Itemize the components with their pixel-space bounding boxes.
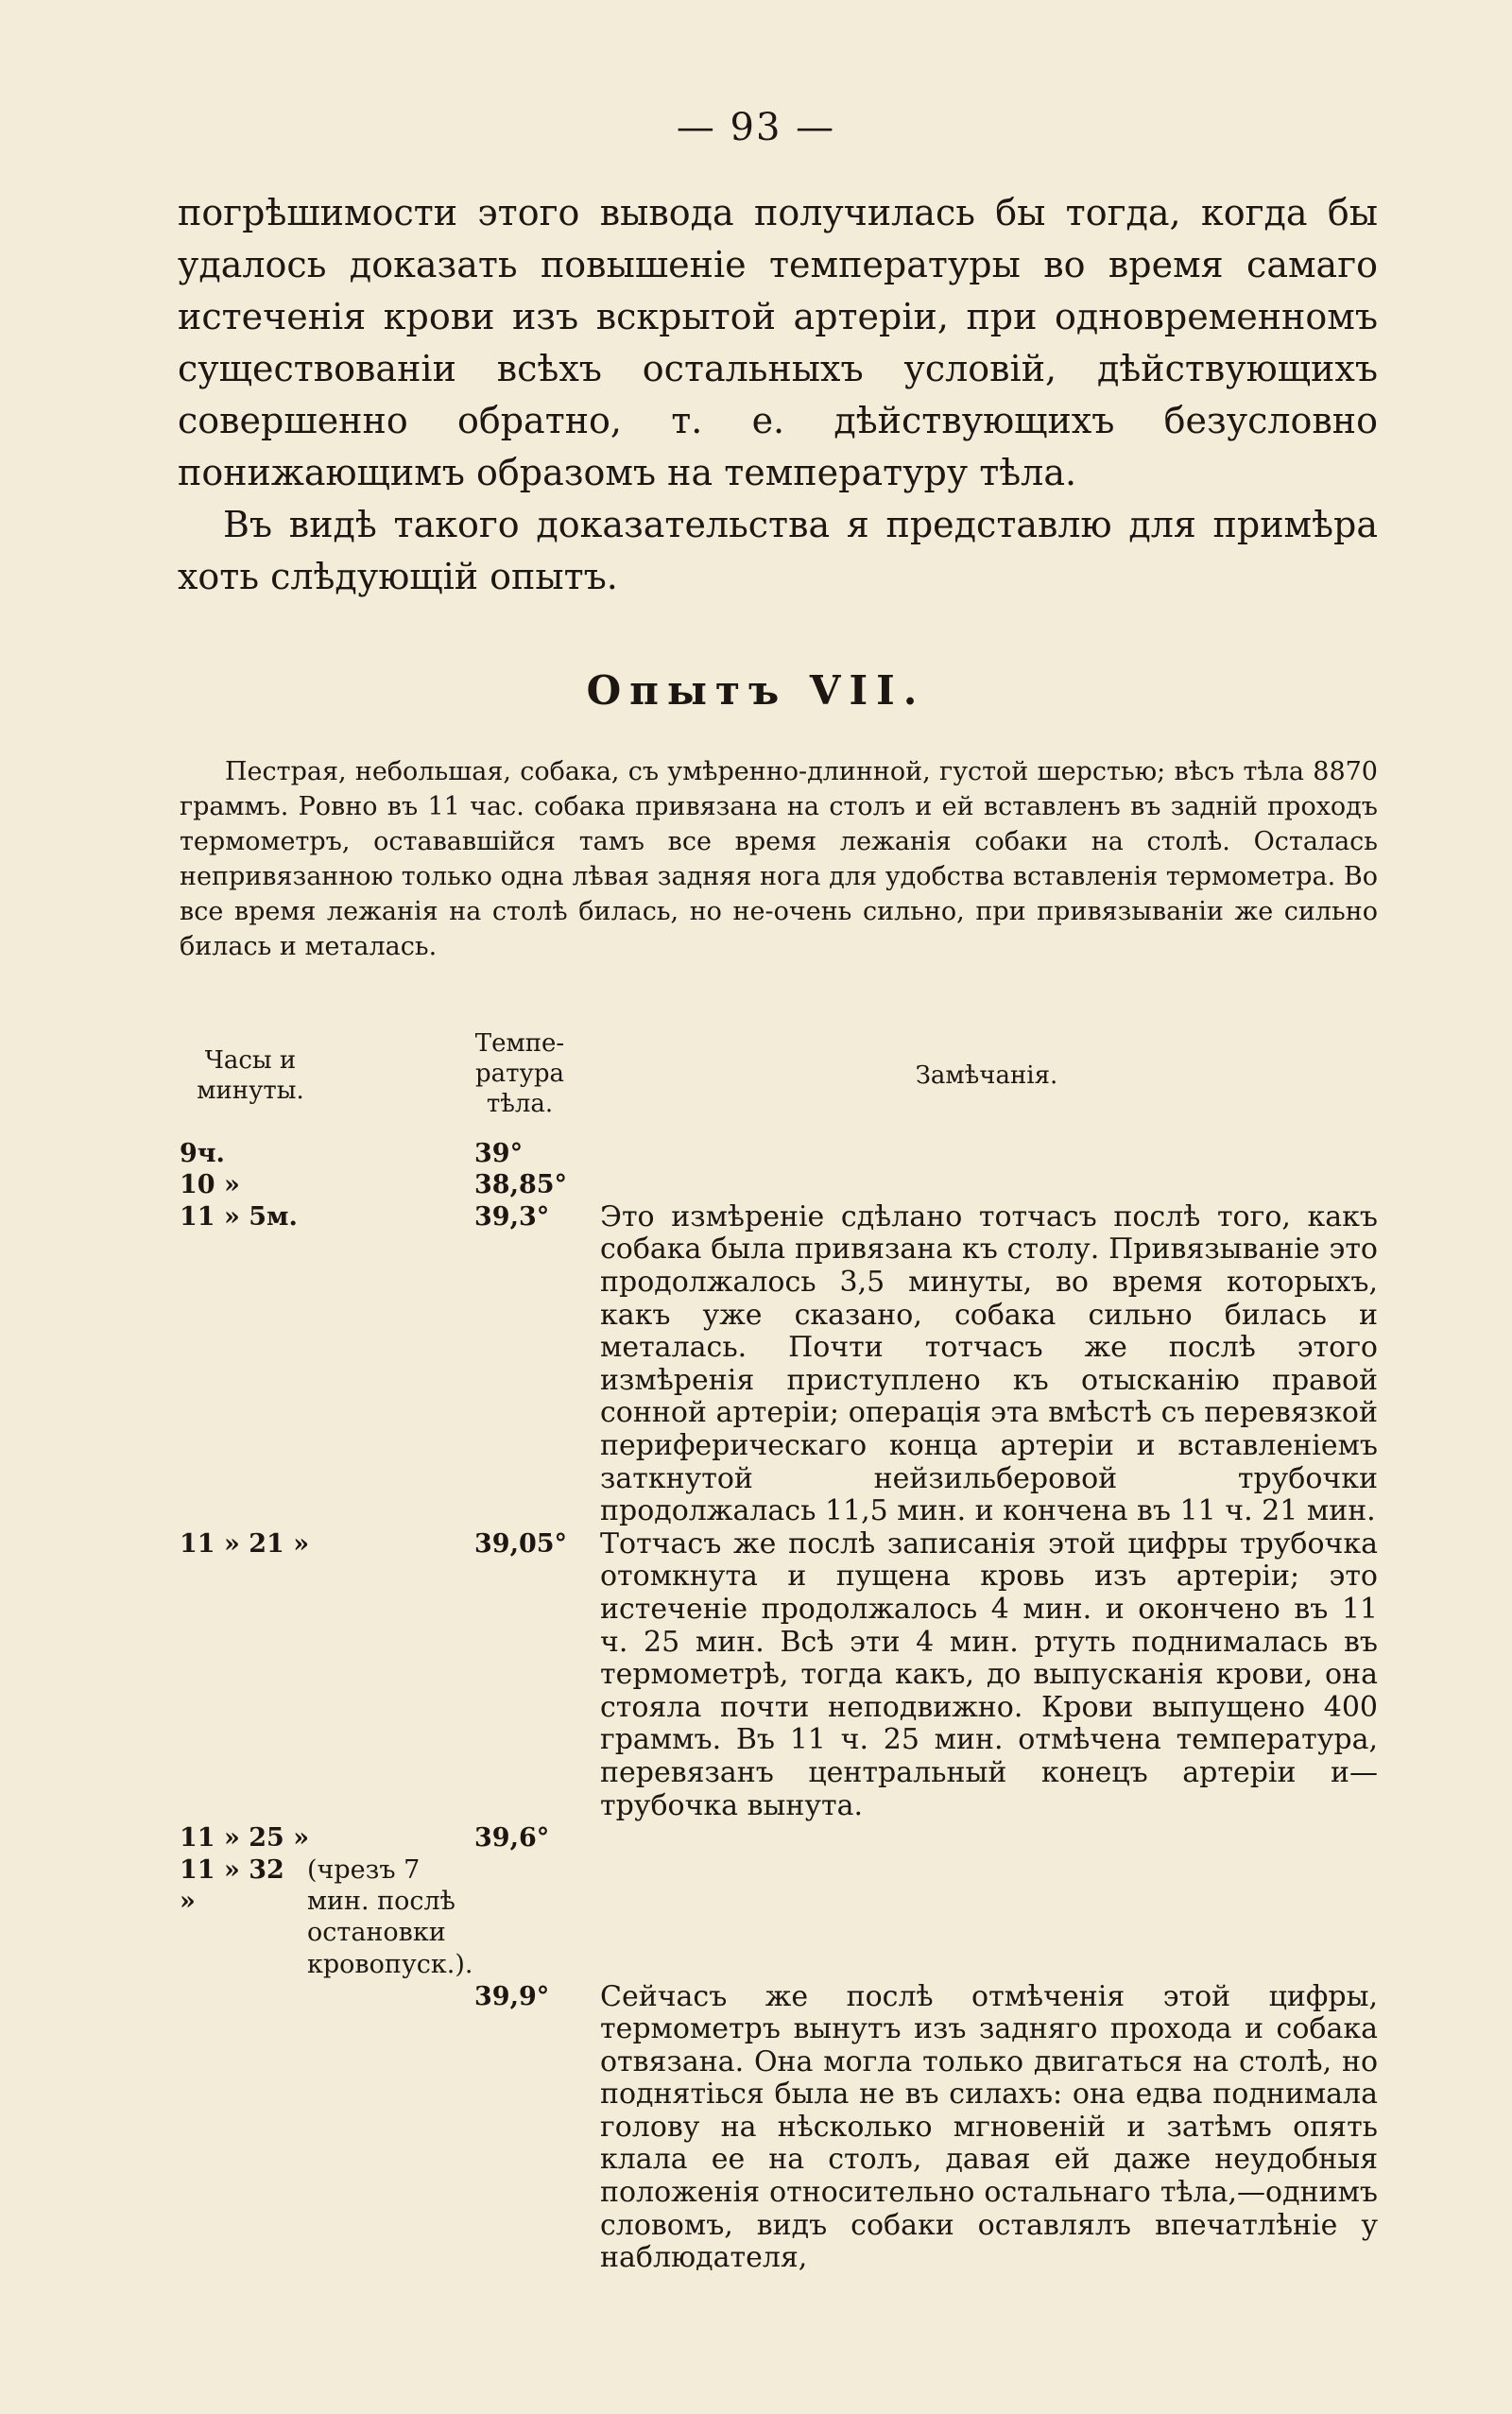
table-row	[180, 1138, 1378, 1169]
experiment-description: Пестрая, небольшая, собака, съ умѣренно-длинной, густой шерстью; вѣсъ тѣла 8870 граммъ. Ровно въ 11 час. собака привязана на столъ и ей вставленъ въ задній проходъ термометръ, остававшійся тамъ все время лежанія собаки на столѣ. Осталась непривязанною только одна лѣвая задняя нога для удобства вставленія термометра. Во все время лежанія на столѣ билась, но не-очень сильно, при привязываніи же сильно билась и металась.	[180, 757, 1378, 961]
header-notes: Замѣчанія.	[915, 1061, 1058, 1090]
row-time: 11 » 21 »	[180, 1528, 310, 1559]
table-row	[180, 1528, 1378, 1822]
header-temperature: Темпе- ратура тѣла.	[474, 1029, 565, 1118]
row-note: Это измѣреніе сдѣлано тотчасъ послѣ того, какъ собака была привязана къ столу. Привязываніе это продолжалось 3,5 минуты, во время которыхъ, какъ уже сказано, собака сильно билась и металась. Почти тотчасъ же послѣ этого измѣренія приступлено къ отысканію правой сонной артеріи; операція эта вмѣстѣ съ перевязкой периферическаго конца артеріи и вставленіемъ заткнутой нейзильберовой трубочки продолжалась 11,5 мин. и кончена въ 11 ч. 21 мин.	[600, 1199, 1378, 1528]
table-row	[180, 1169, 1378, 1200]
row-time: 11 » 5м.	[180, 1201, 298, 1232]
row-temperature: 39,3°	[474, 1201, 550, 1232]
table-row	[180, 1201, 1378, 1528]
row-temperature: 38,85°	[474, 1170, 568, 1200]
row-temperature: 39,9°	[474, 1981, 550, 2011]
table-row	[180, 1854, 1378, 2275]
experiment-title: Опытъ VII.	[586, 667, 926, 714]
page-number: — 93 —	[676, 106, 836, 149]
table-row	[180, 1822, 1378, 1854]
intro-text	[178, 187, 1378, 603]
intro-paragraph-2: Въ видѣ такого доказательства я представлю для примѣра хоть слѣдующій опытъ.	[178, 504, 1378, 597]
measurements-table	[180, 1138, 1378, 2275]
row-time: 11 » 25 »	[180, 1823, 310, 1854]
row-time-note: (чрезъ 7 мин. послѣ остановки кровопуск.).	[307, 1854, 473, 1979]
row-note: Сейчасъ же послѣ отмѣченія этой цифры, термометръ вынутъ изъ задняго прохода и собака отвязана. Она могла только двигаться на столѣ, но поднятіься была не въ силахъ: она едва поднимала голову на нѣсколько мгновеній и затѣмъ опять клала ее на столъ, давая ей даже неудобныя положенія относительно остальнаго тѣла,—однимъ словомъ, видъ собаки оставлялъ впечатлѣніе у наблюдателя,	[600, 1979, 1378, 2275]
row-time: 9ч.	[180, 1139, 225, 1168]
row-temperature: 39°	[474, 1139, 524, 1168]
row-note: Тотчасъ же послѣ записанія этой цифры трубочка отомкнута и пущена кровь изъ артеріи; это истеченіе продолжалось 4 мин. и окончено въ 11 ч. 25 мин. Всѣ эти 4 мин. ртуть поднималась въ термометрѣ, тогда какъ, до выпусканія крови, она стояла почти неподвижно. Крови выпущено 400 граммъ. Въ 11 ч. 25 мин. отмѣчена температура, перевязанъ центральный конецъ артеріи и—трубочка вынута.	[600, 1526, 1378, 1822]
row-time	[180, 1854, 474, 1981]
row-temperature: 39,6°	[474, 1823, 550, 1854]
row-time-value: 11 » 32 »	[180, 1854, 284, 1916]
intro-paragraph-1: погрѣшимости этого вывода получилась бы тогда, когда бы удалось доказать повышеніе температуры во время самаго истеченія крови изъ вскрытой артеріи, при одновременномъ существованіи всѣхъ остальныхъ условій, дѣйствующихъ совершенно обратно, т. е. дѣйствующихъ безусловно понижающимъ образомъ на температуру тѣла.	[178, 192, 1378, 493]
table-header	[180, 1028, 1378, 1134]
row-time: 10 »	[180, 1170, 240, 1200]
header-time: Часы и минуты.	[197, 1046, 304, 1105]
row-temperature: 39,05°	[474, 1528, 568, 1559]
